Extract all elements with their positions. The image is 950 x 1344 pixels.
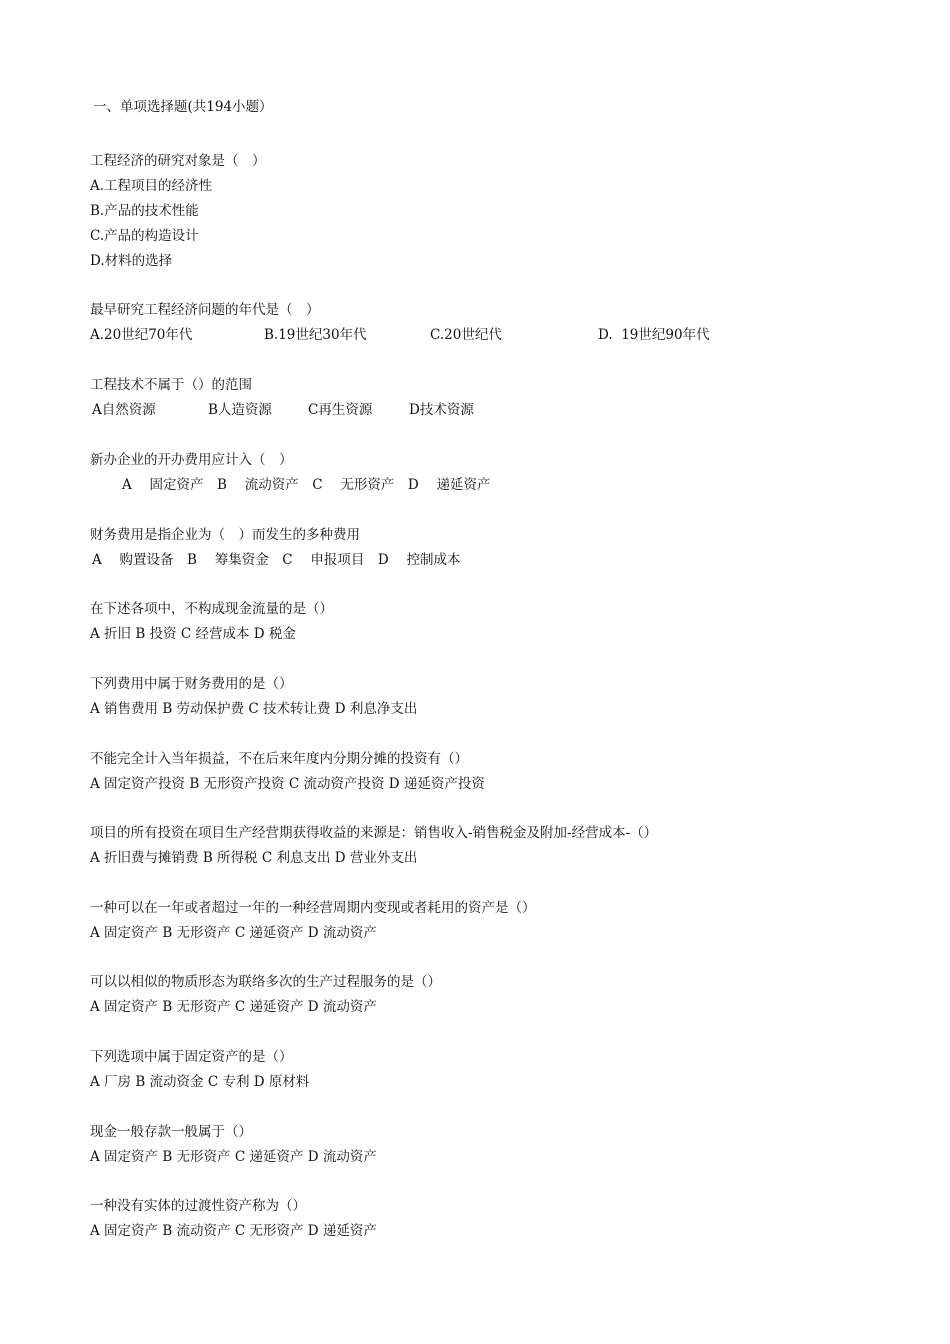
question-stem: 在下述各项中，不构成现金流量的是（） [90, 601, 333, 617]
question-stem: 下列费用中属于财务费用的是（） [90, 676, 293, 692]
question-options: A 购置设备 B 筹集资金 C 申报项目 D 控制成本 [92, 552, 461, 568]
question-stem: 一种可以在一年或者超过一年的一种经营周期内变现或者耗用的资产是（） [90, 900, 536, 916]
question-options: A 销售费用 B 劳动保护费 C 技术转让费 D 利息净支出 [90, 701, 418, 717]
question-option: C再生资源 [308, 402, 373, 418]
question-option: B.产品的技术性能 [90, 203, 199, 219]
question-stem: 最早研究工程经济问题的年代是（ ） [90, 302, 320, 318]
question-stem: 工程技术不属于（）的范围 [90, 377, 252, 393]
question-option: A.工程项目的经济性 [90, 178, 213, 194]
question-options: A 固定资产 B 流动资产 C 无形资产 D 递延资产 [90, 1223, 377, 1239]
question-option: C.产品的构造设计 [90, 228, 199, 244]
question-stem: 下列选项中属于固定资产的是（） [90, 1049, 293, 1065]
question-options: A 折旧费与摊销费 B 所得税 C 利息支出 D 营业外支出 [90, 850, 418, 866]
question-stem: 一种没有实体的过渡性资产称为（） [90, 1198, 306, 1214]
question-stem: 项目的所有投资在项目生产经营期获得收益的来源是：销售收入-销售税金及附加-经营成本-（） [90, 825, 658, 841]
question-option: B.19世纪30年代 [264, 327, 367, 343]
question-option: B人造资源 [208, 402, 272, 418]
question-options: A 厂房 B 流动资金 C 专利 D 原材料 [90, 1074, 310, 1090]
question-options: A 固定资产 B 无形资产 C 递延资产 D 流动资产 [90, 1149, 377, 1165]
question-stem: 财务费用是指企业为（ ）而发生的多种费用 [90, 527, 360, 543]
question-stem: 新办企业的开办费用应计入（ ） [90, 452, 293, 468]
question-options: A 固定资产 B 无形资产 C 递延资产 D 流动资产 [90, 925, 377, 941]
question-stem: 可以以相似的物质形态为联络多次的生产过程服务的是（） [90, 974, 441, 990]
question-stem: 工程经济的研究对象是（ ） [90, 153, 266, 169]
question-options: A 折旧 B 投资 C 经营成本 D 税金 [90, 626, 296, 642]
question-stem: 现金一般存款一般属于（） [90, 1124, 252, 1140]
question-option: C.20世纪代 [430, 327, 502, 343]
question-option: A自然资源 [92, 402, 156, 418]
question-option: A.20世纪70年代 [90, 327, 193, 343]
question-option: D.材料的选择 [90, 253, 173, 269]
section-title: 一、单项选择题(共194小题） [93, 99, 273, 115]
question-option: D技术资源 [409, 402, 474, 418]
question-option: D. 19世纪90年代 [598, 327, 710, 343]
question-options: A 固定资产 B 流动资产 C 无形资产 D 递延资产 [122, 477, 491, 493]
question-stem: 不能完全计入当年损益，不在后来年度内分期分摊的投资有（） [90, 751, 468, 767]
question-options: A 固定资产投资 B 无形资产投资 C 流动资产投资 D 递延资产投资 [90, 776, 485, 792]
question-options: A 固定资产 B 无形资产 C 递延资产 D 流动资产 [90, 999, 377, 1015]
